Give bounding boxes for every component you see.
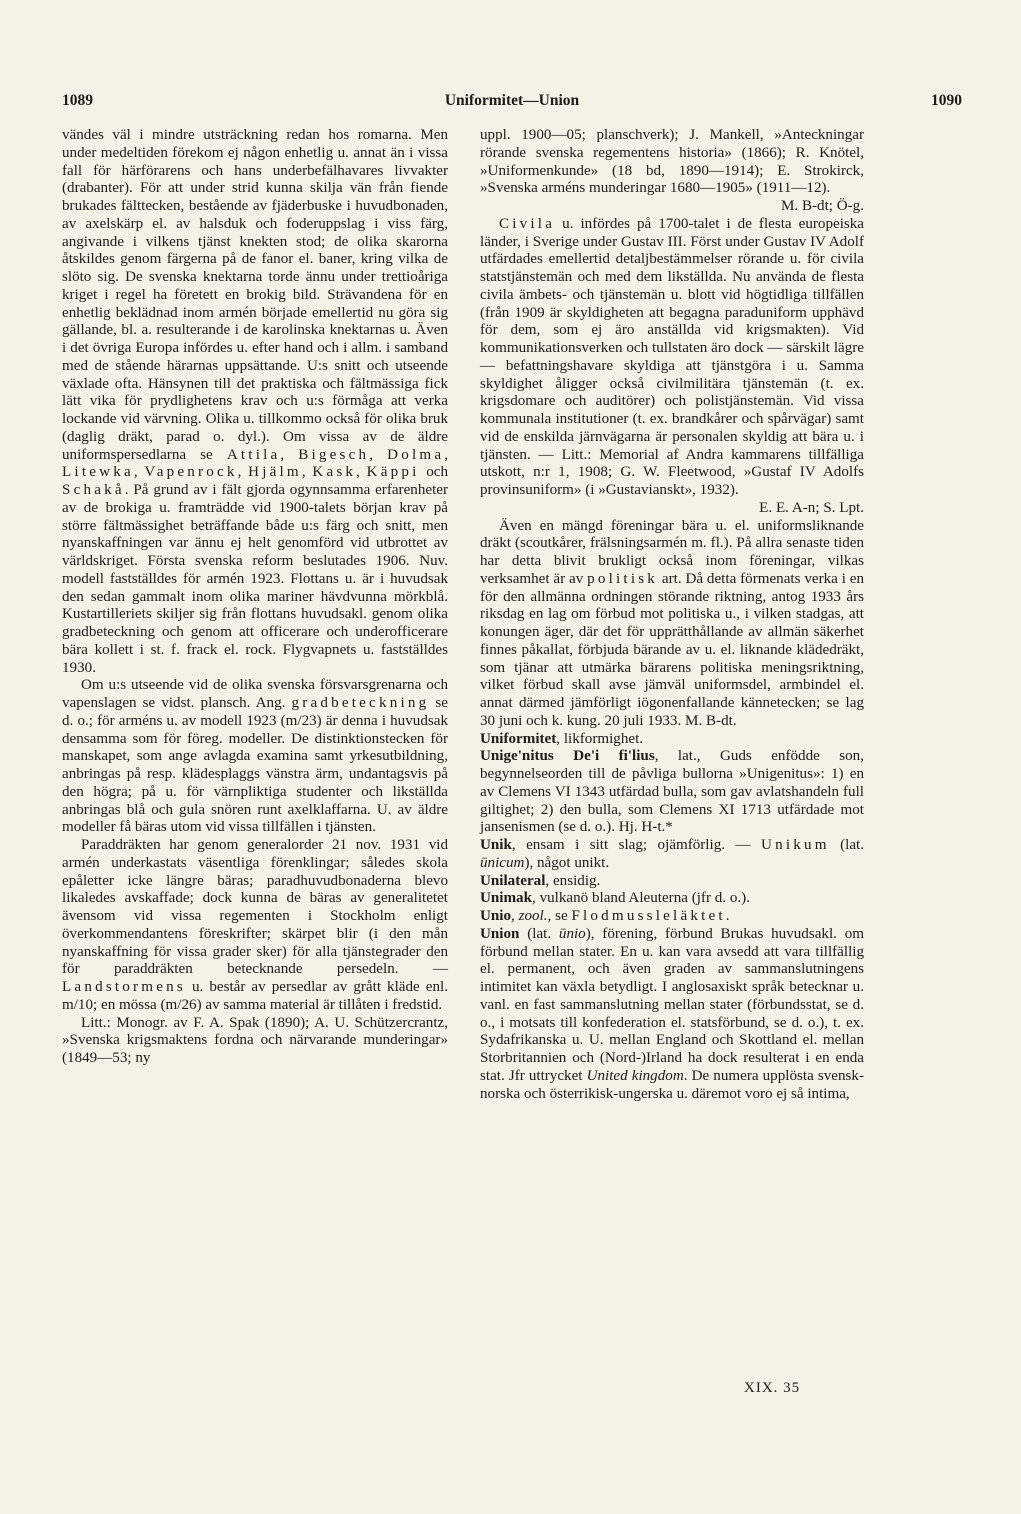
paragraph-foreningar: Även en mängd föreningar bära u. el. uniformsliknande dräkt (scoutkårer, frälsningsarmén m. fl.). På allra senaste tiden har detta blivit brukligt också inom föreningar, vilkas verksamhet är av politisk art. Då detta förmenats verka i en för den allmänna ordningen störande riktning, antog 1933 års riksdag en lag om förbud mot politiska u., i vilken stadgas, att konungen äger, där det för upprätthållande av allmän säkerhet finnes påkallat, förbjuda bärande av u. el. liknande klädedräkt, som tjänar att utmärka bärarens politiska meningsriktning, vilket förbud skall avse jämväl uniformsdel, armbindel el. annat därmed jämförligt iögonenfallande kännetecken; se lag 30 juni och k. kung. 20 juli 1933. M. B-dt. bbox=[480, 517, 865, 729]
paragraph-literature: Litt.: Monogr. av F. A. Spak (1890); A. U. Schützercrantz, »Svenska krigsmaktens fordna och närvarande munderingar» (1849—53; ny bbox=[62, 1014, 448, 1066]
headword-unikum: Unikum bbox=[760, 837, 830, 853]
headword: Unik bbox=[480, 837, 512, 853]
author-signature: E. E. A-n; S. Lpt. bbox=[759, 499, 864, 516]
headword: Unio bbox=[480, 908, 512, 924]
cross-ref-attila[interactable]: Attila bbox=[226, 446, 281, 463]
cross-ref-flodmussleslaktet[interactable]: Flodmussleläktet bbox=[571, 908, 726, 924]
left-page-number: 1089 bbox=[62, 92, 93, 109]
paragraph-civila: Civila u. infördes på 1700-talet i de flesta europeiska länder, i Sverige under Gustav III. Först under Gustav IV Adolf utfärdades emellertid detaljbestämmelser rörande u. för civila statstjänstemän och med dem likställda. Nu använda de flesta civila ämbets- och tjänstemän u. blott vid högtidliga tillfällen (från 1909 är skyldigheten att begagna paraduniform upphävd för dem, som ej äro anställda vid krigsmakten). Vid kommunikationsverken och tullstaten äro dock — särskilt lägre — befattningshavare skyldiga att tjänstgöra i u. Samma skyldighet åligger också civilmilitära tjänstemän (t. ex. krigsdomare och auditörer) och polistjänstemän. Vid vissa kommunala institutioner (t. ex. brandkårer och spårvägar) samt vid de enskilda järnvägarna är personalen skyldig att bära u. i tjänsten. — Litt.: Memorial af Andra kammarens tillfälliga utskott, n:r 1, 1908; G. W. Fleetwood, »Gustaf IV Adolfs provinsuniform» (i »Gustavianskt», 1932). bbox=[480, 215, 865, 498]
signature-mark: XIX. 35 bbox=[744, 1380, 801, 1396]
cross-ref-litewka[interactable]: Litewka bbox=[62, 464, 134, 481]
cross-ref-kappi[interactable]: Käppi bbox=[366, 464, 420, 481]
entry-unimak: Unimak, vulkanö bland Aleuterna (jfr d. o.). bbox=[480, 890, 750, 907]
term-united-kingdom: United kingdom bbox=[586, 1067, 684, 1084]
section-civila: Civila bbox=[499, 215, 556, 232]
entry-unio: Unio, zool., se Flodmussleläktet. bbox=[480, 908, 730, 924]
left-column bbox=[62, 127, 448, 1068]
headword: Union bbox=[480, 925, 520, 942]
entry-unilateral: Unilateral, ensidig. bbox=[480, 872, 601, 889]
entry-uniformitet: Uniformitet, likformighet. bbox=[480, 730, 644, 747]
entry-union: Union (lat. ūnio), förening, förbund Brukas huvudsakl. om förbund mellan stater. En u. kan vara avsedd att vara tillfällig el. permanent, och även graden av sammanslutningens intimitet kan växla betydligt. I anglosaxiskt språk betecknar u. vanl. en fast sammanslutning mellan stater (förbundsstat, se d. o., i motsats till konfederation el. statsförbund, se d. o.), t. ex. Sydafrikanska u. U. mellan England och Skottland el. mellan Storbritannien och (Nord-)Irland ha dock resulterat i en enda stat. Jfr uttrycket United kingdom. De numera upplösta svensk-norska och österrikisk-ungerska u. däremot voro ej så intima, bbox=[480, 925, 864, 1102]
right-column bbox=[480, 127, 864, 1103]
running-title: Uniformitet—Union bbox=[444, 92, 580, 109]
paragraph-literature-cont: uppl. 1900—05; planschverk); J. Mankell, »Anteckningar rörande svenska regementens historia» (1866); R. Knötel, »Uniformenkunde» (18 bd, 1890—1914); E. Strokirck, »Svenska arméns munderingar 1680—1905» (1911—12). bbox=[480, 127, 864, 197]
cross-ref-schaka[interactable]: Schakå bbox=[62, 482, 125, 498]
paragraph-branches: Om u:s utseende vid de olika svenska försvarsgrenarna och vapenslagen se vidst. plansch. Ang. gradbeteckning se d. o.; för arméns u. av modell 1923 (m/23) är denna i huvudsak densamma som för föreg. modeller. De distinktionstecken för manskapet, som ange avlagda examina samt yrkesutbildning, anbringas på resp. klädesplaggs vänstra ärm, undantagsvis på den högra; på u. för värnpliktiga studenter och likställda anbringas blå och gula snören runt axelklaffarna. U. av äldre modeller få bäras utom vid vissa tillfällen i tjänsten. bbox=[62, 677, 448, 836]
cross-ref-dolma[interactable]: Dolma bbox=[387, 446, 445, 463]
paragraph-paraddrakt: Paraddräkten har genom generalorder 21 nov. 1931 vid armén underkastats väsentliga förenklingar; således skola epåletter icke längre bäras; paradhuvudbonaderna blevo likaledes avskaffade; dock kunna de bäras av generalitetet ävensom vid vissa regementen i Stockholm enligt överkommendantens föreskrifter; skärpet blir (i den mån nyanskaffning för vissa grader sker) för alla tjänstegrader den för paraddräkten betecknande persedeln. — Landstormens u. består av persedlar av grått kläde enl. m/10; en mössa (m/26) av samma material är tillåten i fredstid. bbox=[62, 837, 448, 1013]
cross-ref-bigesch[interactable]: Bigesch bbox=[298, 446, 370, 463]
running-header bbox=[62, 92, 962, 114]
headword: Unige'nitus De'i fi'lius bbox=[480, 748, 655, 765]
cross-ref-hjalm[interactable]: Hjälm bbox=[248, 464, 302, 481]
headword: Unimak bbox=[480, 890, 533, 907]
author-signature: M. B-dt; Ö-g. bbox=[780, 198, 864, 214]
cross-ref-landstormens[interactable]: Landstormens bbox=[62, 979, 186, 995]
emphasis-politisk: politisk bbox=[587, 570, 659, 587]
paragraph-history: vändes väl i mindre utsträckning redan hos romarna. Men under medeltiden förekom ej någon enhetlig u. annat än i vissa fall för härförarens och hans underbefälhavares livvakter (drabanter). För att under strid kunna skilja vän från fiende brukades fälttecken, bestående av fjäderbuske i huvudbonaden, av axelskärp el. av halsduk och foderuppslag i viss färg, angivande i vilkens tjänst knekten stod; de olika skarorna åtskildes genom färgerna på de fanor el. baner, kring vilka de slöto sig. De svenska knektarna torde ännu under trettioåriga kriget i regel ha företett en brokig bild. Strävandena för en enhetlig beklädnad inom armén började emellertid nu göra sig gällande, bl. a. resulterande i de karolinska knektarnas u. Även i det övriga Europa infördes u. efter hand och i allm. i samband med de stående härarnas uppsättande. U:s snitt och utseende växlade ofta. Hänsynen till det praktiska och fältmässiga fick lätt vika för prydlighetens krav och u:s förmåga att verka lockande vid värvning. Olika u. tillkommo också för olika bruk (daglig dräkt, parad o. dyl.). Om vissa av de äldre uniformspersedlarna se Attila, Bigesch, Dolma, Litewka, Vapenrock, Hjälm, Kask, Käppi och Schakå. På grund av i fält gjorda ogynnsamma erfarenheter av de brokiga u. framträdde vid 1900-talets början krav på större fältmässighet beträffande både u:s färg och snitt, men nyanskaffningen var ännu ej helt genomförd vid utbrottet av världskriget. Första svenska reform beslutades 1906. Nuv. modell fastställdes för armén 1923. Flottans u. är i huvudsak den sedan gammalt inom olika mariner hävdvunna mörkblå. Kustartilleriets skiljer sig från flottans huvudsakl. genom olika gradbeteckning och genom att officerare och underofficerare bära kollett i st. f. frack el. rock. Flygvapnets u. fastställdes 1930. bbox=[62, 127, 449, 676]
entry-unik: Unik, ensam i sitt slag; ojämförlig. — Unikum (lat. ūnicum), något unikt. bbox=[480, 837, 864, 871]
cross-ref-gradbeteckning[interactable]: gradbeteckning bbox=[291, 695, 430, 711]
headword: Unilateral bbox=[480, 872, 546, 889]
headword: Uniformitet bbox=[480, 730, 557, 747]
right-page-number: 1090 bbox=[931, 92, 962, 109]
cross-ref-vapenrock[interactable]: Vapenrock bbox=[144, 464, 238, 481]
entry-unigenitus: Unige'nitus De'i fi'lius, lat., Guds enfödde son, begynnelseorden till de påvliga bullorna »Unigenitus»: 1) en av Clemens VI 1343 utfärdad bulla, som gav avlatshandeln full giltighet; 2) den bulla, som Clemens XI 1713 utfärdade mot jansenismen (se d. o.). Hj. H-t.* bbox=[480, 748, 864, 836]
cross-ref-kask[interactable]: Kask bbox=[312, 464, 357, 481]
